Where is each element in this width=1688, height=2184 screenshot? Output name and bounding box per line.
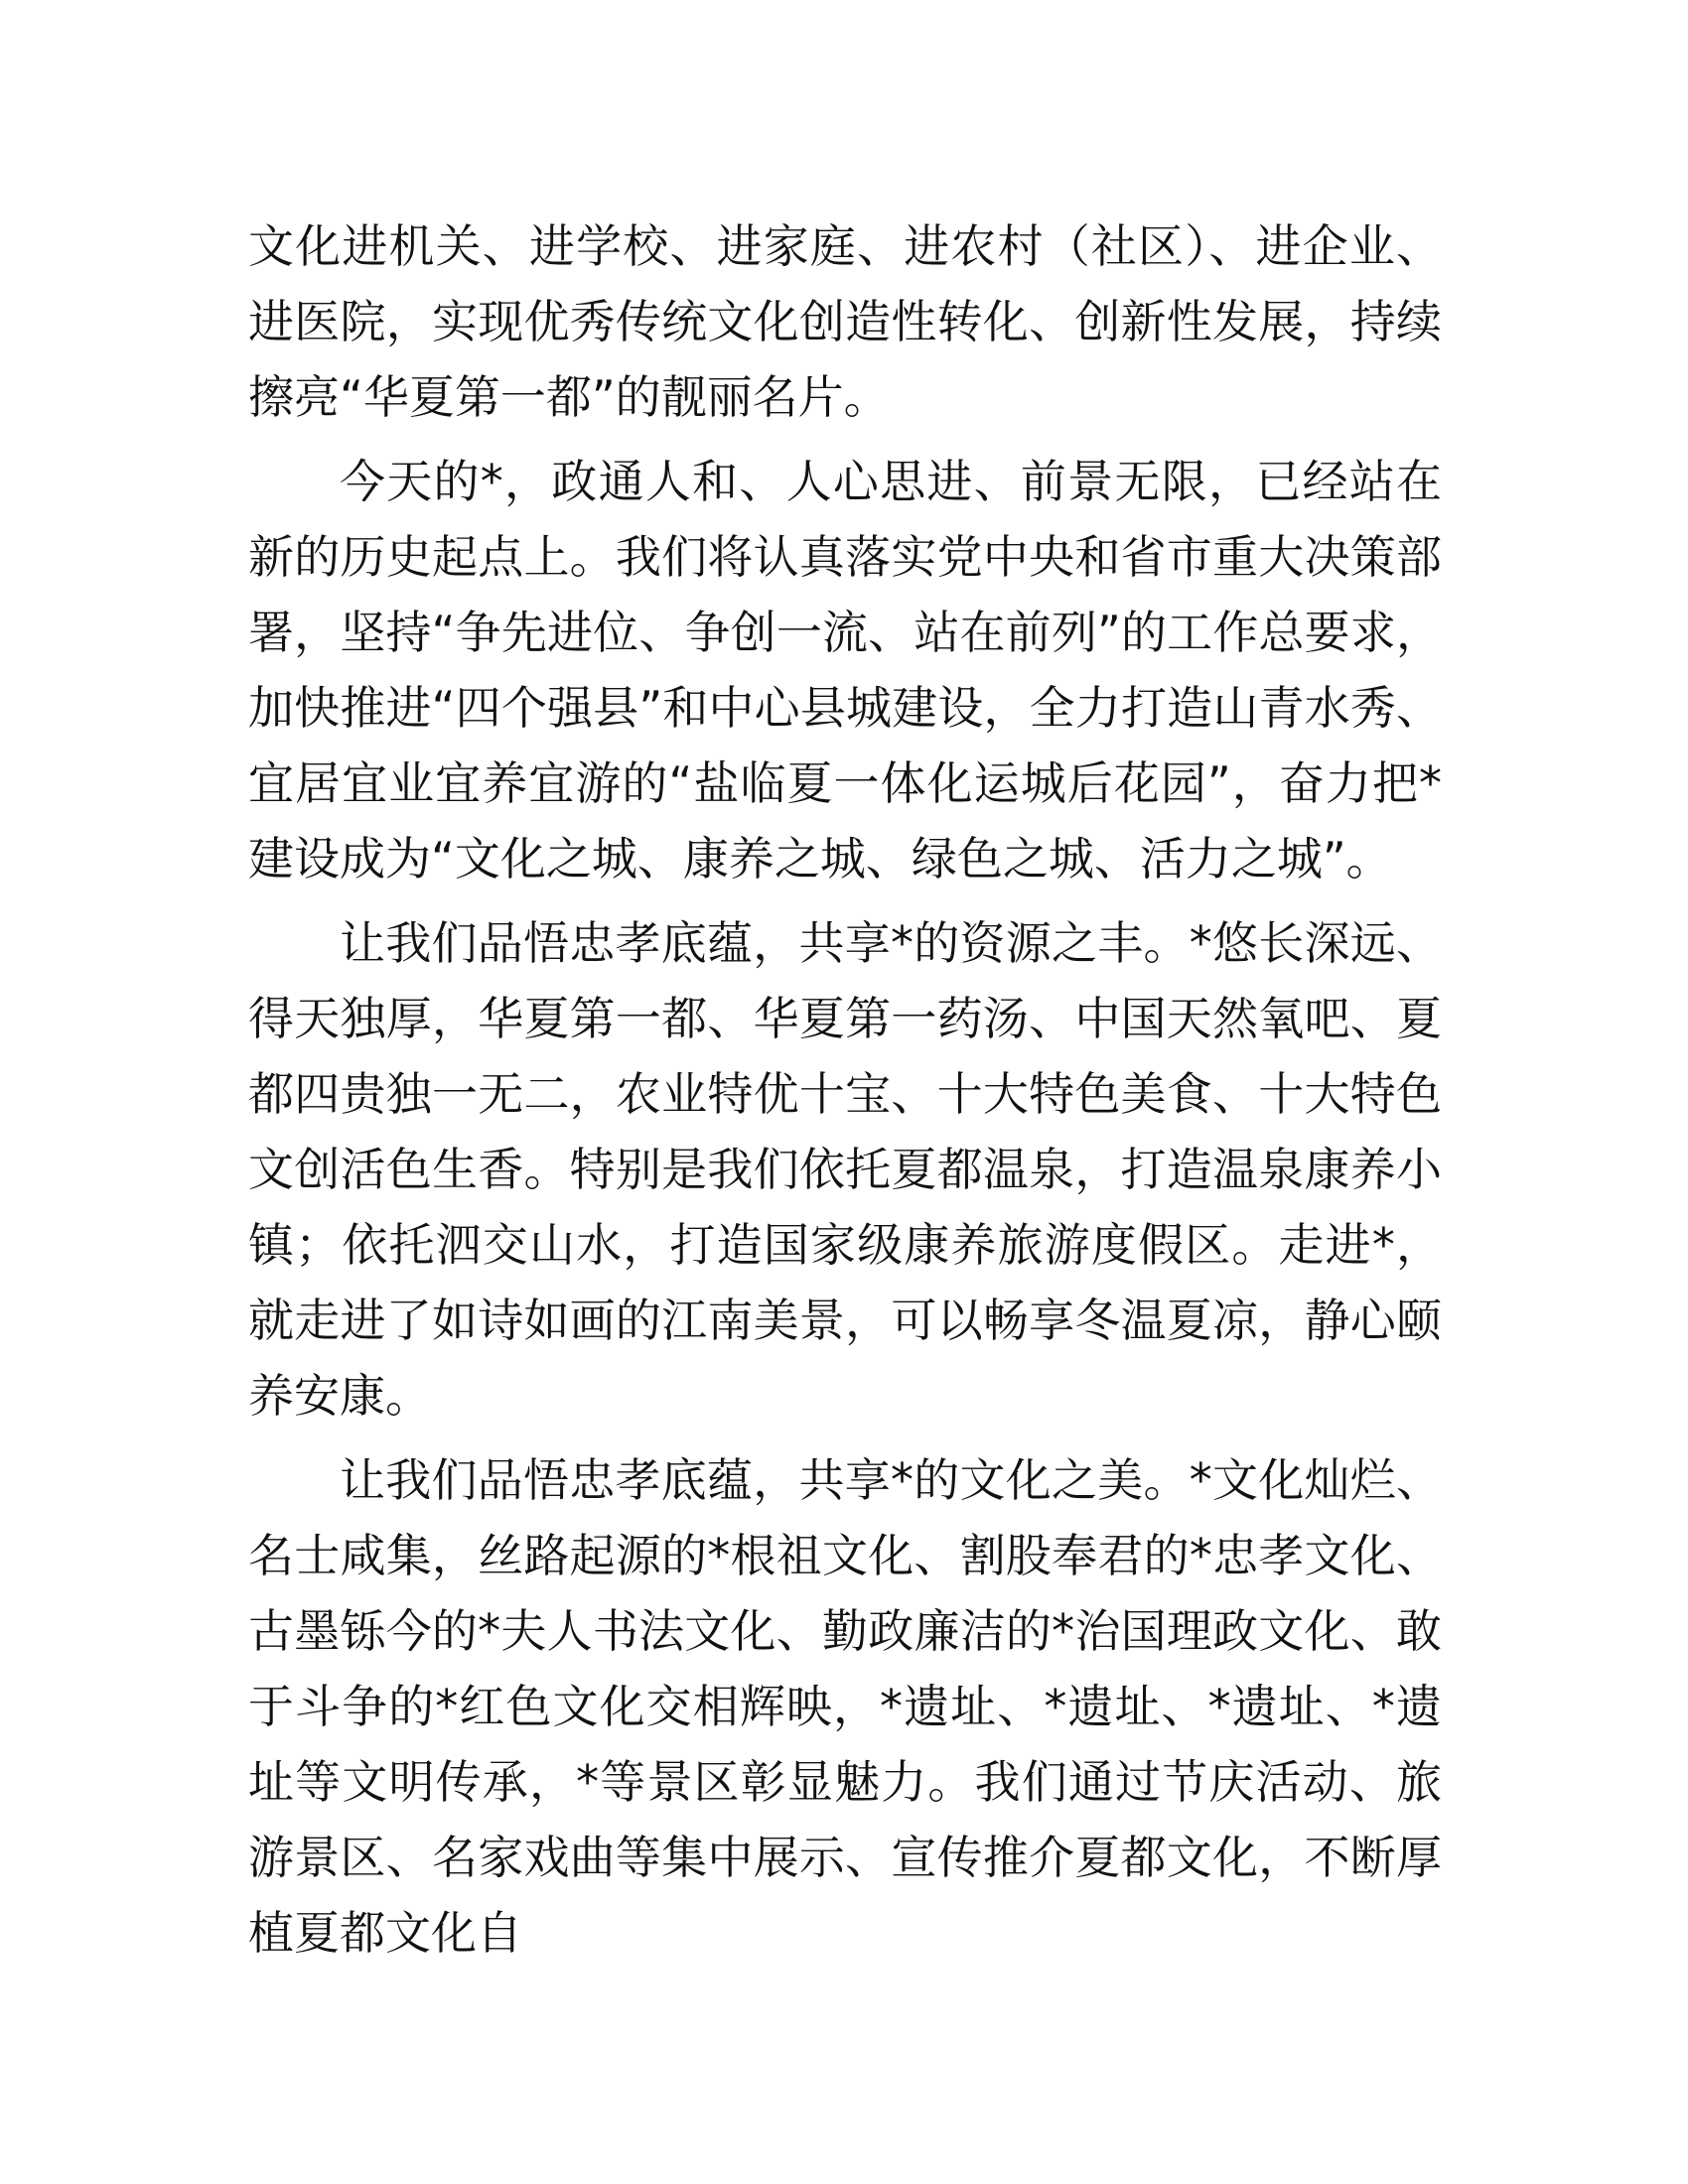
paragraph-3: 让我们品悟忠孝底蕴，共享*的资源之丰。*悠长深远、得天独厚，华夏第一都、华夏第一药汤、中国天然氧吧、夏都四贵独一无二，农业特优十宝、十大特色美食、十大特色文创活色生香。特别是我们依托夏都温泉，打造温泉康养小镇；依托泗交山水，打造国家级康养旅游度假区。走进*，就走进了如诗如画的江南美景，可以畅享冬温夏凉，静心颐养安康。 [248, 916, 1442, 1423]
paragraph-4: 让我们品悟忠孝底蕴，共享*的文化之美。*文化灿烂、名士咸集，丝路起源的*根祖文化、割股奉君的*忠孝文化、古墨铄今的*夫人书法文化、勤政廉洁的*治国理政文化、敢于斗争的*红色文化交相辉映，*遗址、*遗址、*遗址、*遗址等文明传承，*等景区彰显魅力。我们通过节庆活动、旅游景区、名家戏曲等集中展示、宣传推介夏都文化，不断厚植夏都文化自 [248, 1453, 1442, 1960]
paragraph-1: 文化进机关、进学校、进家庭、进农村（社区）、进企业、进医院，实现优秀传统文化创造性转化、创新性发展，持续擦亮“华夏第一都”的靓丽名片。 [248, 219, 1442, 424]
document-page [248, 208, 1442, 1979]
paragraph-2: 今天的*，政通人和、人心思进、前景无限，已经站在新的历史起点上。我们将认真落实党中央和省市重大决策部署，坚持“争先进位、争创一流、站在前列”的工作总要求，加快推进“四个强县”和中心县城建设，全力打造山青水秀、宜居宜业宜养宜游的“盐临夏一体化运城后花园”，奋力把*建设成为“文化之城、康养之城、绿色之城、活力之城”。 [248, 455, 1442, 886]
